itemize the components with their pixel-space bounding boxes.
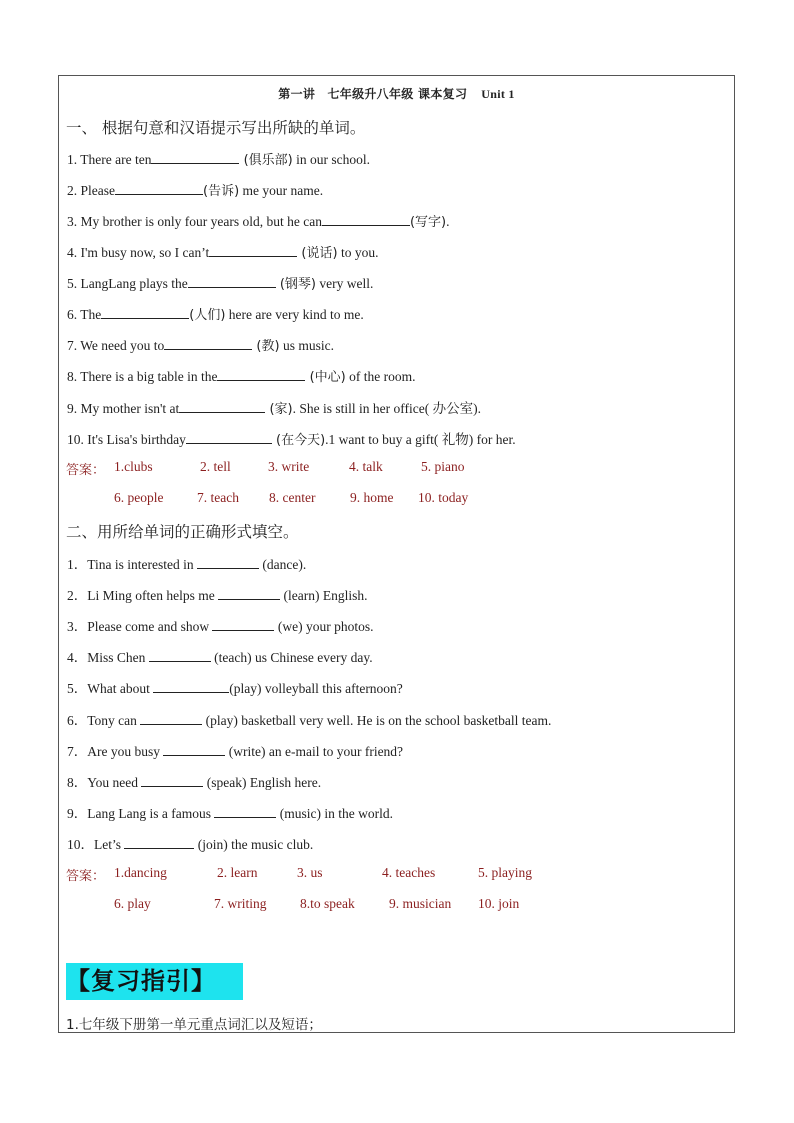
worksheet-frame [58, 75, 735, 1033]
s2-question-5: 5．What about (play) volleyball this afternoon? [67, 681, 403, 696]
title-unit: Unit 1 [481, 87, 515, 101]
answer-item: 1.dancing [114, 865, 167, 880]
answer-item: 9. musician [389, 896, 452, 911]
s2-question-2: 2．Li Ming often helps me (learn) English. [67, 588, 368, 603]
answer-blank[interactable] [218, 587, 280, 600]
answer-item: 8. center [269, 490, 316, 505]
s1-question-9: 9. My mother isn't at (家). She is still in her office( 办公室). [67, 401, 481, 417]
s1-question-10: 10. It's Lisa's birthday (在今天).1 want to buy a gift( 礼物) for her. [67, 432, 516, 448]
answer-blank[interactable] [140, 712, 202, 725]
answer-item: 2. learn [217, 865, 258, 880]
answer-item: 3. us [297, 865, 323, 880]
s2-question-7: 7．Are you busy (write) an e-mail to your friend? [67, 744, 404, 759]
answer-item: 6. people [114, 490, 164, 505]
answer-blank[interactable] [149, 649, 211, 662]
s1-question-2: 2. Please (告诉) me your name. [67, 183, 324, 199]
s1-question-7: 7. We need you to (教) us music. [67, 338, 334, 354]
title-chinese: 第一讲 七年级升八年级 课本复习 [278, 87, 468, 101]
section2-heading: 二、用所给单词的正确形式填空。 [66, 523, 299, 541]
s2-question-6: 6．Tony can (play) basketball very well. He is on the school basketball team. [67, 713, 552, 728]
section1-heading: 一、 根据句意和汉语提示写出所缺的单词。 [66, 119, 366, 137]
answer-item: 8.to speak [300, 896, 355, 911]
s1-question-5: 5. LangLang plays the (钢琴) very well. [67, 276, 374, 292]
answer-item: 7. teach [197, 490, 239, 505]
answer-blank[interactable] [217, 368, 305, 381]
answer-item: 4. talk [349, 459, 383, 474]
answer-item: 3. write [268, 459, 310, 474]
answer-blank[interactable] [115, 182, 203, 195]
answer-item: 2. tell [200, 459, 231, 474]
s2-question-9: 9．Lang Lang is a famous (music) in the world. [67, 806, 393, 821]
s1-question-3: 3. My brother is only four years old, but he can (写字). [67, 214, 450, 230]
answer-blank[interactable] [101, 306, 189, 319]
answer-label: 答案： [66, 463, 106, 478]
answer-item: 1.clubs [114, 459, 153, 474]
review-guide-text: 1.七年级下册第一单元重点词汇以及短语； [66, 1017, 322, 1033]
answer-blank[interactable] [179, 400, 265, 413]
answer-blank[interactable] [188, 275, 276, 288]
answer-blank[interactable] [214, 805, 276, 818]
s2-answers-row-1 [66, 865, 666, 885]
answer-blank[interactable] [186, 431, 272, 444]
answer-blank[interactable] [153, 680, 229, 693]
answer-label: 答案： [66, 869, 106, 884]
review-guide-banner: 【复习指引】 [66, 963, 243, 1000]
s1-question-4: 4. I'm busy now, so I can’t (说话) to you. [67, 245, 379, 261]
answer-item: 5. piano [421, 459, 465, 474]
s2-question-3: 3．Please come and show (we) your photos. [67, 619, 374, 634]
s2-question-8: 8．You need (speak) English here. [67, 775, 322, 790]
s1-answers-row-1 [66, 459, 666, 479]
answer-blank[interactable] [197, 556, 259, 569]
page-title [59, 85, 734, 102]
answer-item: 7. writing [214, 896, 267, 911]
answer-item: 10. today [418, 490, 469, 505]
s1-question-6: 6. The (人们) here are very kind to me. [67, 307, 364, 323]
answer-item: 5. playing [478, 865, 532, 880]
answer-blank[interactable] [151, 151, 239, 164]
answer-blank[interactable] [322, 213, 410, 226]
answer-blank[interactable] [163, 743, 225, 756]
s1-question-1: 1. There are ten (俱乐部) in our school. [67, 152, 370, 168]
s2-question-4: 4．Miss Chen (teach) us Chinese every day. [67, 650, 373, 665]
answer-blank[interactable] [164, 337, 252, 350]
answer-blank[interactable] [124, 836, 194, 849]
answer-item: 6. play [114, 896, 151, 911]
answer-item: 4. teaches [382, 865, 436, 880]
answer-blank[interactable] [212, 618, 274, 631]
answer-blank[interactable] [209, 244, 297, 257]
s2-question-1: 1．Tina is interested in (dance). [67, 557, 307, 572]
answer-item: 9. home [350, 490, 394, 505]
s2-question-10: 10．Let’s (join) the music club. [67, 837, 314, 852]
answer-blank[interactable] [141, 774, 203, 787]
s1-question-8: 8. There is a big table in the (中心) of the room. [67, 369, 416, 385]
answer-item: 10. join [478, 896, 520, 911]
s2-answers-row-2 [66, 896, 666, 916]
s1-answers-row-2 [66, 490, 666, 510]
